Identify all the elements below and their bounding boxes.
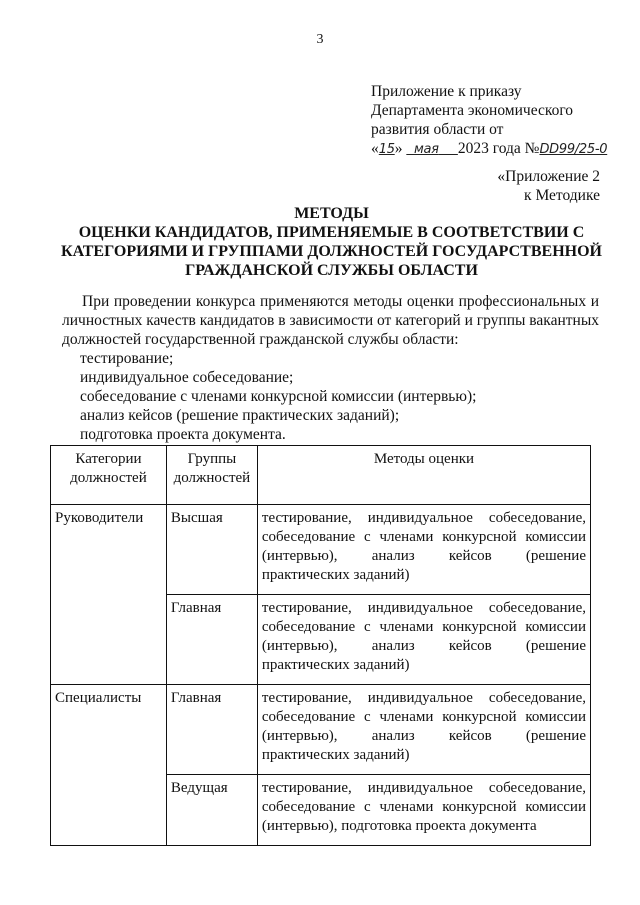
- header-methods: Методы оценки: [257, 446, 590, 505]
- table-header-row: [51, 446, 591, 505]
- date-month: мая: [414, 142, 439, 157]
- reference-line-2: к Методике: [524, 187, 600, 204]
- table-row: [51, 685, 591, 775]
- attachment-line-1: Приложение к приказу: [371, 83, 522, 100]
- cell-group: Главная: [166, 595, 257, 685]
- cell-methods: тестирование, индивидуальное собеседование, собеседование с членами конкурсной комиссии (интервью), анализ кейсов (решение практических заданий): [257, 595, 590, 685]
- intro-section: [62, 292, 599, 444]
- method-item: подготовка проекта документа.: [80, 426, 286, 443]
- reference-line-1: «Приложение 2: [497, 168, 600, 185]
- page-number: 3: [316, 32, 324, 47]
- document-title: [40, 204, 623, 280]
- cell-methods: тестирование, индивидуальное собеседование, собеседование с членами конкурсной комиссии (интервью), анализ кейсов (решение практических заданий): [257, 685, 590, 775]
- order-number: DD99/25-0: [539, 142, 608, 157]
- method-item: тестирование;: [80, 350, 174, 367]
- table-row: [51, 505, 591, 595]
- reference-block: [497, 167, 600, 205]
- date-close-quote: »: [394, 140, 403, 157]
- methods-list: [62, 349, 599, 444]
- methods-table: [50, 445, 591, 846]
- title-line-4: ГРАЖДАНСКОЙ СЛУЖБЫ ОБЛАСТИ: [185, 262, 478, 279]
- cell-group: Высшая: [166, 505, 257, 595]
- method-item: анализ кейсов (решение практических заданий);: [80, 407, 400, 424]
- date-year: 2023 года №: [457, 140, 540, 157]
- date-day: 15: [378, 142, 395, 157]
- header-group: Группы должностей: [166, 446, 257, 505]
- cell-category: Руководители: [51, 505, 167, 685]
- cell-methods: тестирование, индивидуальное собеседование, собеседование с членами конкурсной комиссии (интервью), подготовка проекта документа: [257, 775, 590, 846]
- method-item: индивидуальное собеседование;: [80, 369, 294, 386]
- cell-methods: тестирование, индивидуальное собеседование, собеседование с членами конкурсной комиссии (интервью), анализ кейсов (решение практических заданий): [257, 505, 590, 595]
- title-line-3: КАТЕГОРИЯМИ И ГРУППАМИ ДОЛЖНОСТЕЙ ГОСУДАРСТВЕННОЙ: [61, 243, 602, 260]
- attachment-block: [371, 82, 607, 159]
- attachment-line-3: развития области от: [371, 121, 504, 138]
- intro-paragraph: При проведении конкурса применяются методы оценки профессиональных и личностных качеств кандидатов в зависимости от категорий и группы вакантных должностей государственной гражданской службы области:: [62, 293, 599, 348]
- date-open-quote: «: [371, 140, 379, 157]
- attachment-date-line: [371, 139, 607, 159]
- attachment-line-2: Департамента экономического: [371, 102, 574, 119]
- header-category: Категории должностей: [51, 446, 167, 505]
- cell-category: Специалисты: [51, 685, 167, 846]
- method-item: собеседование с членами конкурсной комиссии (интервью);: [80, 388, 477, 405]
- cell-group: Главная: [166, 685, 257, 775]
- cell-group: Ведущая: [166, 775, 257, 846]
- title-line-2: ОЦЕНКИ КАНДИДАТОВ, ПРИМЕНЯЕМЫЕ В СООТВЕТСТВИИ С: [78, 224, 585, 241]
- title-line-1: МЕТОДЫ: [294, 205, 369, 222]
